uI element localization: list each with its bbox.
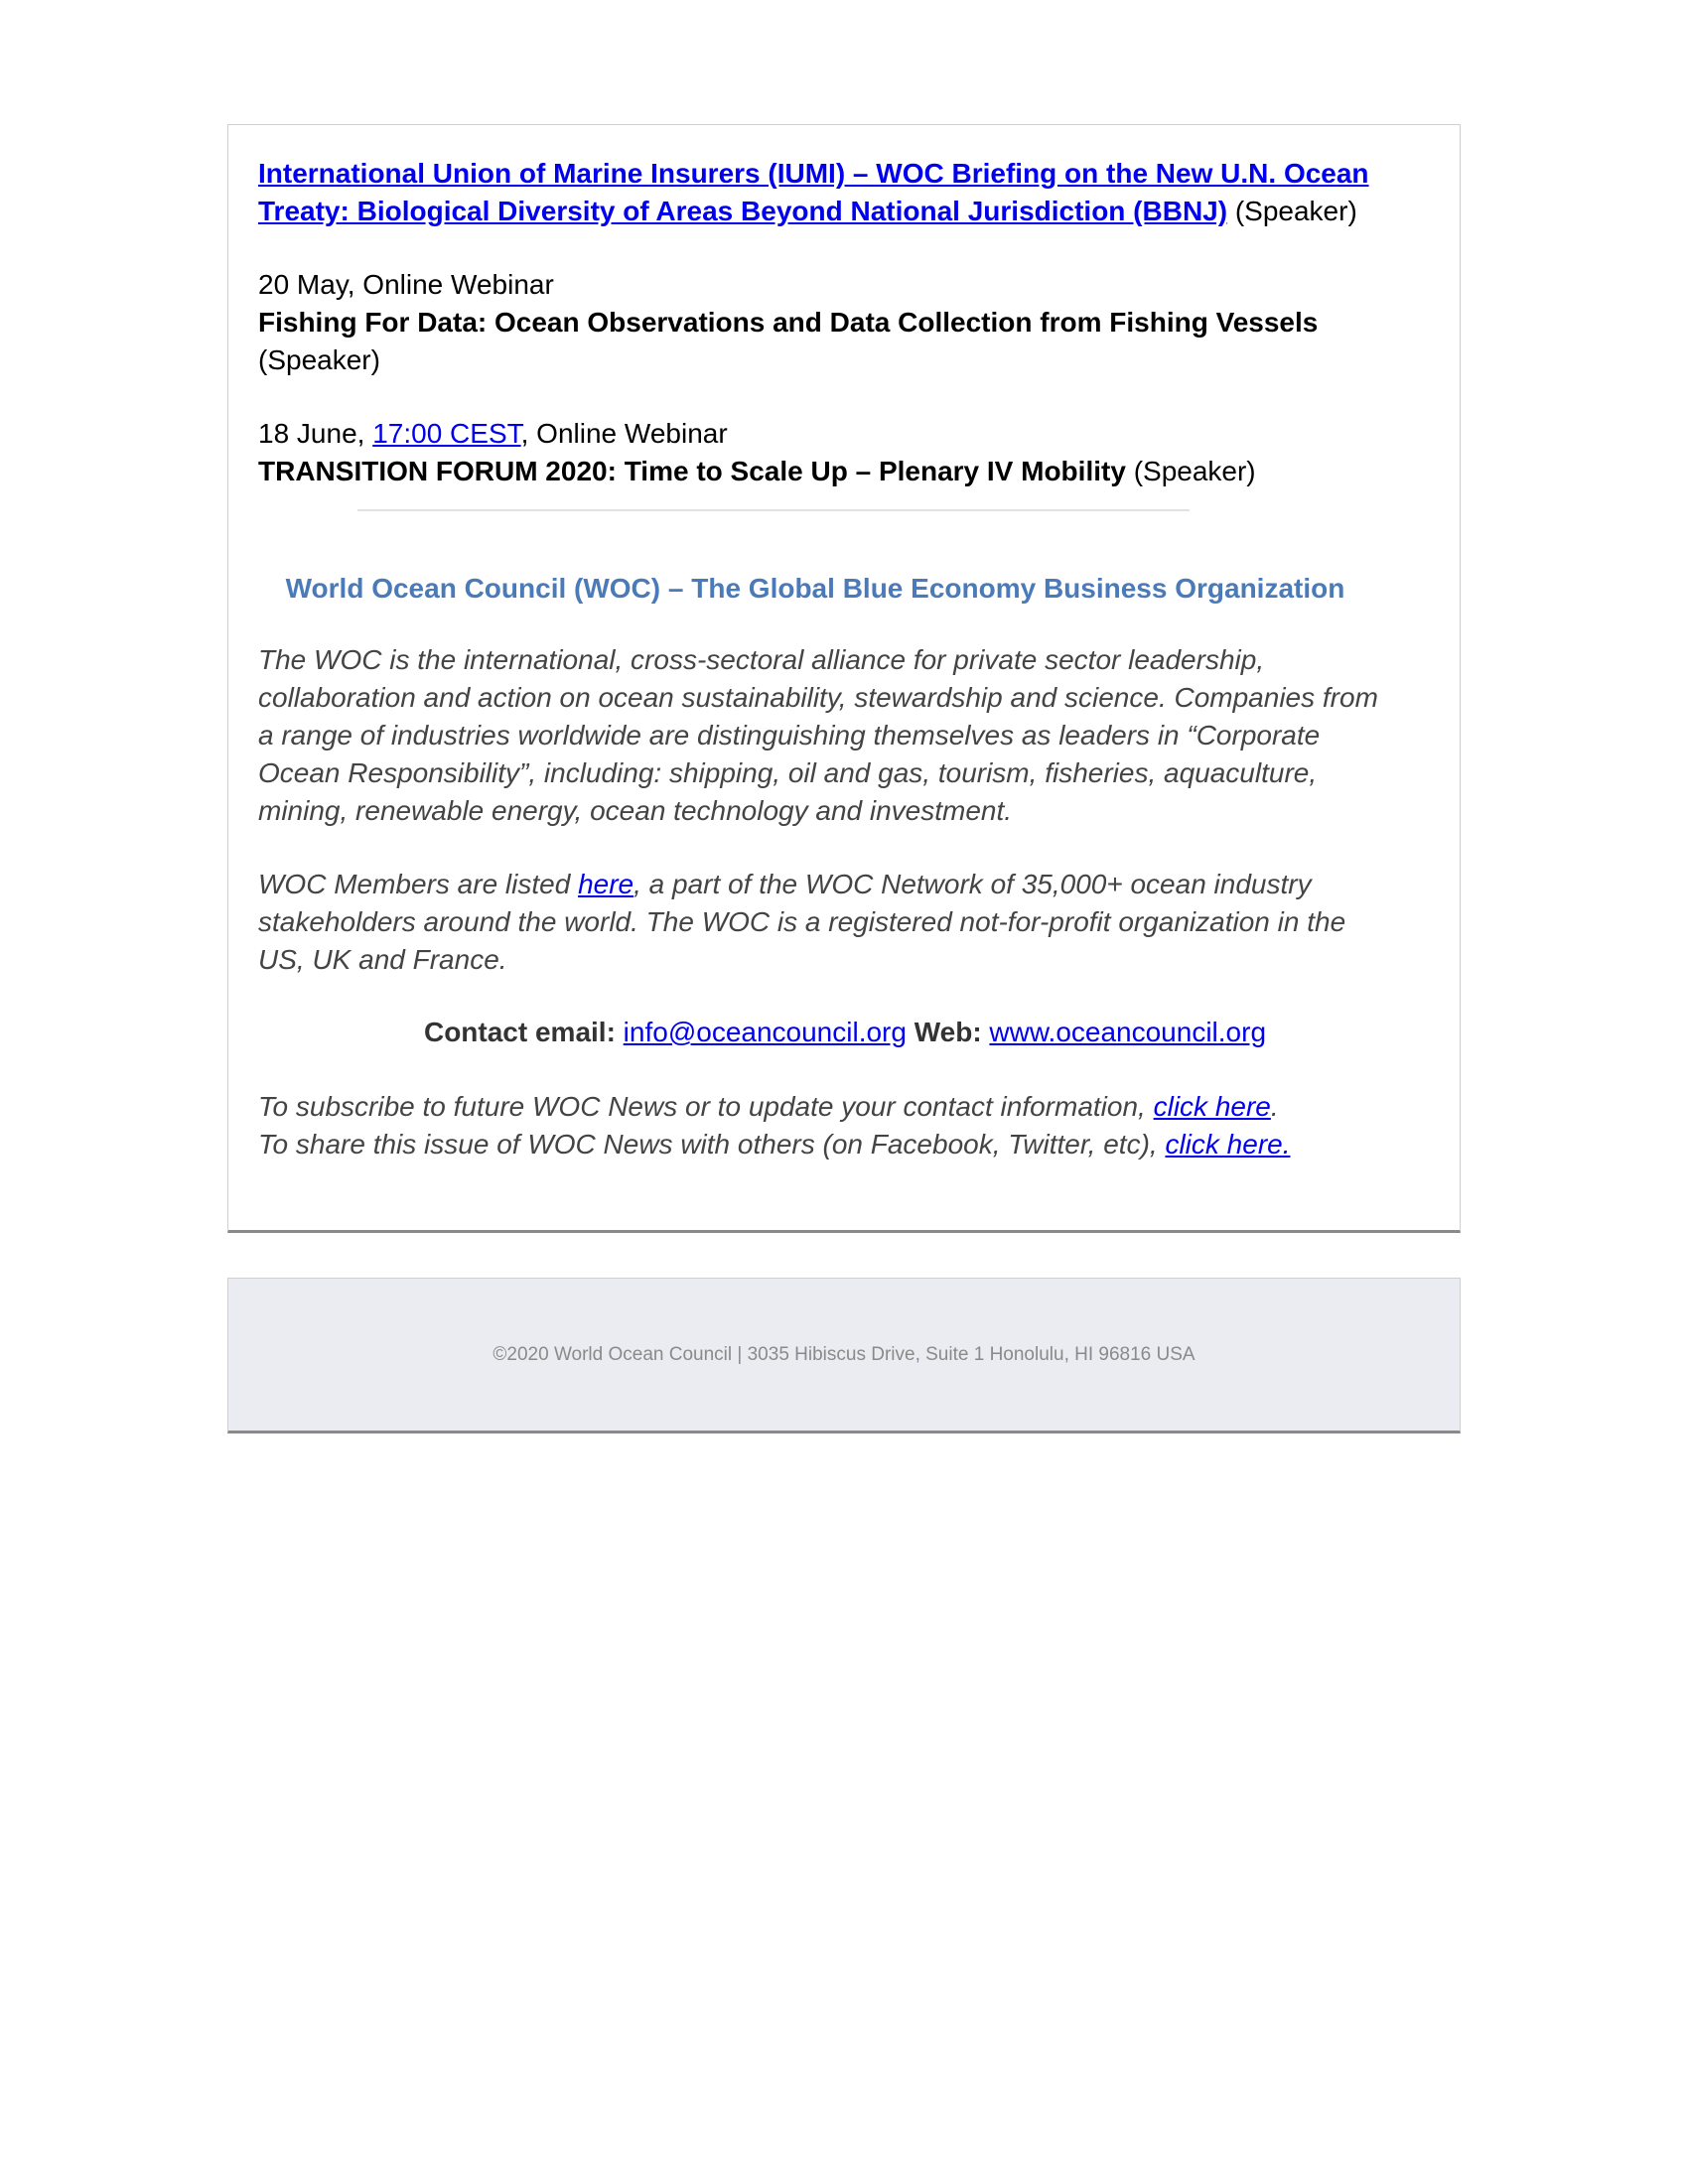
org-members xyxy=(258,866,1380,979)
contact-line xyxy=(228,1014,1462,1051)
newsletter-card xyxy=(227,124,1461,1233)
contact-email-label: Contact email: xyxy=(423,1017,624,1047)
contact-email-link[interactable]: info@oceancouncil.org xyxy=(623,1017,907,1047)
share-text: To share this issue of WOC News with others (on Facebook, Twitter, etc), xyxy=(258,1129,1166,1160)
events-section xyxy=(258,155,1440,490)
subscribe-period: . xyxy=(1270,1091,1279,1122)
subscribe-link[interactable]: click here xyxy=(1153,1091,1271,1122)
event-2-format: , Online Webinar xyxy=(347,269,554,300)
members-here-link[interactable]: here xyxy=(578,869,634,899)
footer-text: ©2020 World Ocean Council | 3035 Hibiscus Drive, Suite 1 Honolulu, HI 96816 USA xyxy=(492,1344,1196,1365)
event-3-time-link[interactable]: 17:00 CEST xyxy=(372,418,521,449)
event-2-title: Fishing For Data: Ocean Observations and Data Collection from Fishing Vessels xyxy=(258,307,1319,338)
event-3-title: TRANSITION FORUM 2020: Time to Scale Up – Plenary IV Mobility xyxy=(258,456,1126,486)
event-1 xyxy=(258,155,1440,230)
subscribe-text: To subscribe to future WOC News or to update your contact information, xyxy=(258,1091,1154,1122)
event-3-date: 18 June, xyxy=(258,418,373,449)
event-1-title-link[interactable]: International Union of Marine Insurers (IUMI) – WOC Briefing on the New U.N. Ocean Treaty: Biological Diversity of Areas Beyond National Jurisdiction (BBNJ) xyxy=(258,158,1369,226)
contact-web-label: Web: xyxy=(906,1017,990,1047)
org-about: The WOC is the international, cross-sectoral alliance for private sector leadership, collaboration and action on ocean sustainability, stewardship and science. Companies from a range of industries worldwide are distinguishing themselves as leaders in “Corporate Ocean Responsibility”, including: shipping, oil and gas, tourism, fisheries, aquaculture, mining, renewable energy, ocean technology and investment. xyxy=(258,644,1378,826)
footer xyxy=(227,1278,1461,1433)
org-title: World Ocean Council (WOC) – The Global Blue Economy Business Organization xyxy=(285,573,1345,604)
event-2-role: (Speaker) xyxy=(258,344,380,375)
event-2 xyxy=(258,266,1440,379)
subscribe-section xyxy=(258,1088,1380,1163)
share-link[interactable]: click here. xyxy=(1165,1129,1291,1160)
event-1-role: (Speaker) xyxy=(1234,196,1357,226)
contact-web-link[interactable]: www.oceancouncil.org xyxy=(989,1017,1267,1047)
event-3-format: , Online Webinar xyxy=(520,418,728,449)
section-divider xyxy=(357,509,1190,511)
org-members-post: , a part of the WOC Network of 35,000+ ocean industry stakeholders around the world. The WOC is a registered not-for-profit organization in the US, UK and France. xyxy=(258,869,1346,975)
event-3 xyxy=(258,415,1440,490)
org-members-pre: WOC Members are listed xyxy=(258,869,579,899)
event-3-role: (Speaker) xyxy=(1133,456,1256,486)
event-2-date: 20 May xyxy=(258,269,348,300)
